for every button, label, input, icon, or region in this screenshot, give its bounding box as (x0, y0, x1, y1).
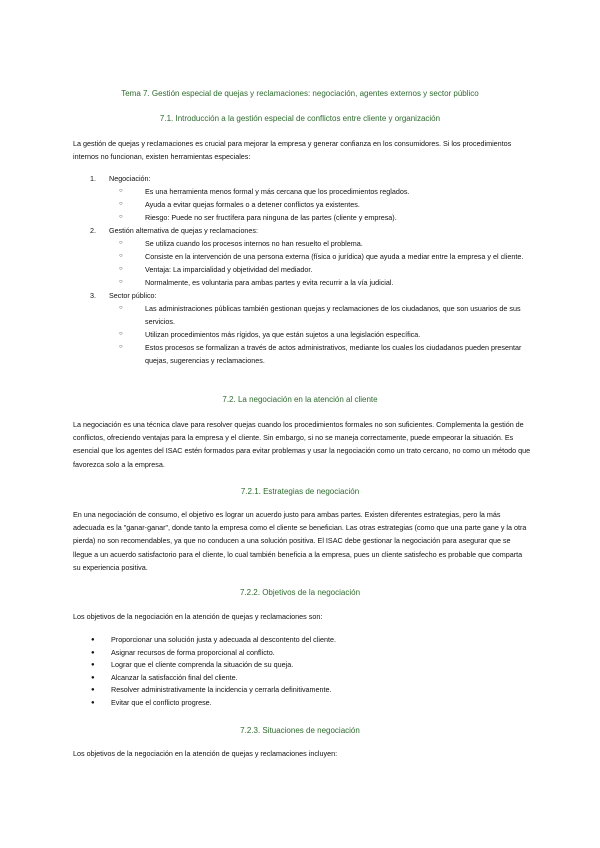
document-title: Tema 7. Gestión especial de quejas y reclamaciones: negociación, agentes externos y sector público (121, 89, 479, 98)
list-item: ● Resolver administrativamente la incidencia y cerrarla definitivamente. (73, 684, 533, 697)
list-item: ● Evitar que el conflicto progrese. (73, 697, 533, 710)
item-label: Negociación: (109, 174, 151, 183)
bullet-icon: ● (91, 637, 95, 643)
circle-bullet-icon: ○ (119, 305, 123, 311)
sub-item: ○ Es una herramienta menos formal y más cercana que los procedimientos reglados. (119, 187, 410, 196)
section-7-2-1-text: En una negociación de consumo, el objetivo es lograr un acuerdo justo para ambas partes. Existen diferentes estrategias, pero la más adecuada es la "ganar-ganar", donde tanto la empresa como el cliente se benefician. Las otras estrategias (como que una parte gane y la otra pierda) no son recomendables, ya que no conducen a una solución positiva. El ISAC debe gestionar la negociación para asegurar que se llegue a un acuerdo satisfactorio para el cliente, lo cual también beneficia a la empresa, pues un cliente satisfecho es probable que comparta su experiencia positiva. (73, 510, 527, 572)
bullet-icon: ● (91, 687, 95, 693)
circle-bullet-icon: ○ (119, 253, 123, 259)
section-7-1-heading: 7.1. Introducción a la gestión especial de conflictos entre cliente y organización (159, 114, 441, 123)
item-number: 1. (90, 174, 96, 183)
circle-bullet-icon: ○ (119, 240, 123, 246)
circle-bullet-icon: ○ (119, 331, 123, 337)
sub-list (109, 185, 533, 224)
item-number: 3. (90, 291, 96, 300)
circle-bullet-icon: ○ (119, 188, 123, 194)
bullet-icon: ● (91, 699, 95, 706)
section-7-2-2-heading: 7.2.2. Objetivos de la negociación (239, 588, 361, 597)
item-label: Sector público: (109, 291, 157, 300)
circle-bullet-icon: ○ (119, 201, 123, 207)
sub-item: ○ Utilizan procedimientos más rígidos, ya que están sujetos a una legislación específica. (119, 330, 421, 339)
list-item (73, 224, 533, 289)
sub-item: ○ Ayuda a evitar quejas formales o a detener conflictos ya existentes. (119, 200, 360, 209)
sub-item: ○ Normalmente, es voluntaria para ambas partes y evita recurrir a la vía judicial. (119, 278, 394, 287)
section-7-2-3-intro: Los objetivos de la negociación en la atención de quejas y reclamaciones incluyen: (73, 749, 338, 758)
list-item (73, 289, 533, 367)
circle-bullet-icon: ○ (119, 266, 123, 272)
bullet-icon: ● (91, 674, 95, 681)
list-item: ● Alcanzar la satisfacción final del cliente. (73, 672, 533, 685)
list-item: ● Asignar recursos de forma proporcional al conflicto. (73, 647, 533, 660)
sub-item: ○ Ventaja: La imparcialidad y objetividad del mediador. (119, 265, 313, 274)
sub-list (109, 237, 533, 289)
objectives-list (73, 634, 533, 709)
item-label: Gestión alternativa de quejas y reclamaciones: (109, 226, 259, 235)
section-7-2-3-heading: 7.2.3. Situaciones de negociación (240, 726, 360, 735)
sub-item: ○ Consiste en la intervención de una persona externa (física o jurídica) que ayuda a mediar entre la empresa y el cliente. (119, 252, 524, 261)
circle-bullet-icon: ○ (119, 344, 123, 350)
circle-bullet-icon: ○ (119, 279, 123, 285)
section-7-2-1-heading: 7.2.1. Estrategias de negociación (240, 487, 360, 496)
sub-item: ○ Riesgo: Puede no ser fructífera para ninguna de las partes (cliente y empresa). (119, 213, 397, 222)
sub-item: ○ Las administraciones públicas también gestionan quejas y reclamaciones de los ciudadanos, que son usuarios de sus servicios. (119, 304, 521, 326)
special-tools-list (73, 172, 533, 367)
circle-bullet-icon: ○ (119, 214, 123, 220)
item-number: 2. (90, 226, 96, 235)
section-7-2-text: La negociación es una técnica clave para resolver quejas cuando los procedimientos formales no son suficientes. Complementa la gestión de conflictos, ofreciendo ventajas para la empresa y el cliente. Sin embargo, si no se maneja correctamente, puede empeorar la situación. Es esencial que los agentes del ISAC estén formados para evitar problemas y usar la negociación como un trato cercano, no como un método que favorezca solo a la empresa. (73, 420, 531, 469)
list-item: ● Lograr que el cliente comprenda la situación de su queja. (73, 659, 533, 672)
sub-item: ○ Se utiliza cuando los procesos internos no han resuelto el problema. (119, 239, 363, 248)
list-item: ● Proporcionar una solución justa y adecuada al descontento del cliente. (73, 634, 533, 647)
sub-item: ○ Estos procesos se formalizan a través de actos administrativos, mediante los cuales los ciudadanos pueden presentar quejas, sugerencias y reclamaciones. (119, 343, 522, 365)
section-7-1-intro: La gestión de quejas y reclamaciones es crucial para mejorar la empresa y generar confianza en los consumidores. Si los procedimientos internos no funcionan, existen herramientas especiales: (73, 139, 512, 162)
sub-list (109, 302, 533, 367)
list-item (73, 172, 533, 224)
bullet-icon: ● (91, 662, 95, 668)
section-7-2-heading: 7.2. La negociación en la atención al cliente (222, 395, 378, 404)
section-7-2-2-intro: Los objetivos de la negociación en la atención de quejas y reclamaciones son: (73, 612, 323, 621)
bullet-icon: ● (91, 649, 95, 656)
